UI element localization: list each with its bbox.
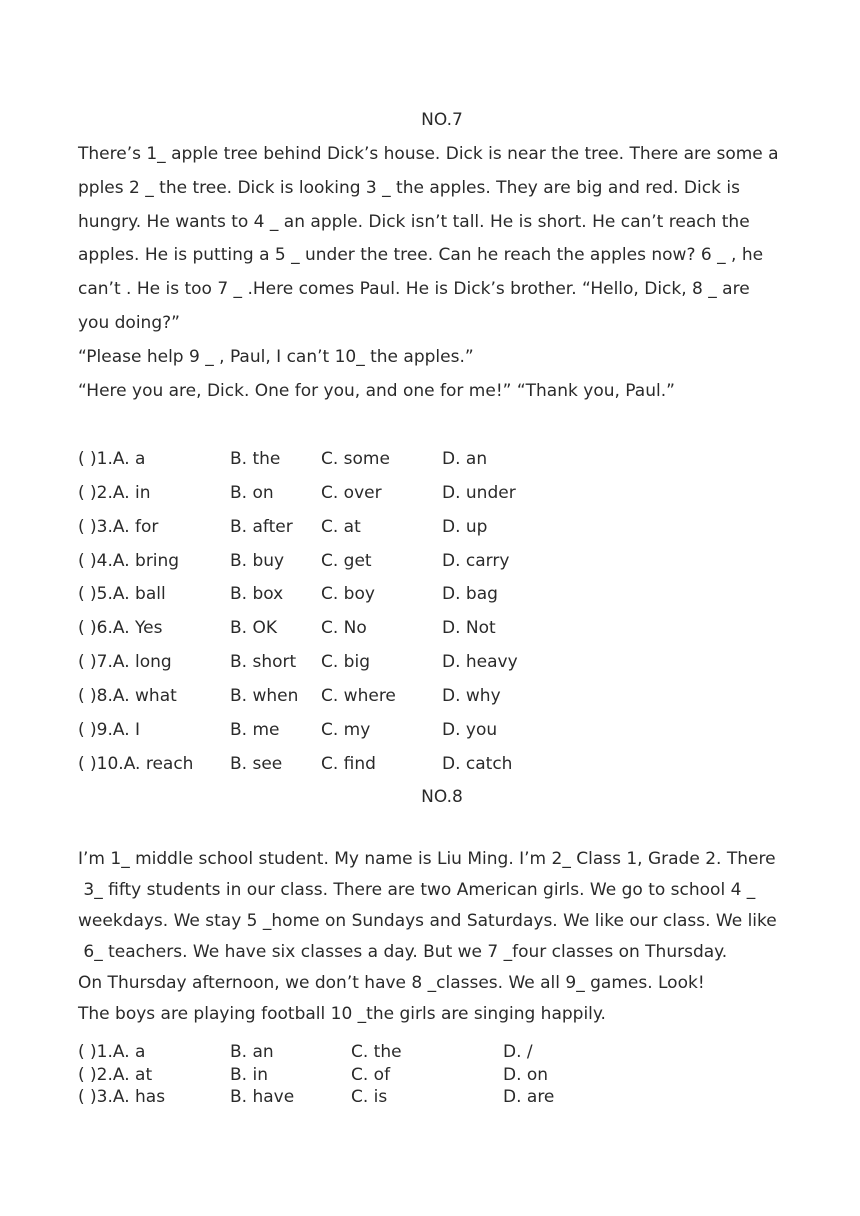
section-7-title: NO.7 [421,110,463,130]
option-c: C. over [321,483,382,503]
question-option-a: ( )1.A. a [78,1042,146,1062]
option-c: C. boy [321,584,375,604]
option-b: B. me [230,720,280,740]
option-d: D. on [503,1065,549,1085]
question-option-a: ( )5.A. ball [78,584,166,604]
question-option-a: ( )10.A. reach [78,754,194,774]
passage-line: On Thursday afternoon, we don’t have 8 _classes. We all 9_ games. Look! [78,973,705,993]
option-d: D. Not [442,618,496,638]
option-c: C. of [351,1065,391,1085]
passage-line: can’t . He is too 7 _ .Here comes Paul. He is Dick’s brother. “Hello, Dick, 8 _ are [78,279,750,300]
option-c: C. find [321,754,376,774]
option-b: B. an [230,1042,274,1062]
option-b: B. on [230,483,274,503]
option-b: B. see [230,754,283,774]
option-c: C. is [351,1087,388,1107]
passage-line: pples 2 _ the tree. Dick is looking 3 _ the apples. They are big and red. Dick is [78,177,740,198]
option-b: B. when [230,686,299,706]
passage-line: weekdays. We stay 5 _home on Sundays and Saturdays. We like our class. We like [78,911,777,931]
option-d: D. why [442,686,501,706]
option-d: D. bag [442,584,498,604]
question-option-a: ( )2.A. in [78,483,151,503]
option-c: C. some [321,449,390,469]
option-d: D. you [442,720,498,740]
passage-line: hungry. He wants to 4 _ an apple. Dick isn’t tall. He is short. He can’t reach the [78,211,750,232]
passage-line: The boys are playing football 10 _the girls are singing happily. [78,1004,606,1024]
option-b: B. after [230,517,293,537]
option-c: C. No [321,618,367,638]
passage-line: There’s 1_ apple tree behind Dick’s house. Dick is near the tree. There are some a [78,144,779,164]
question-option-a: ( )9.A. I [78,720,141,740]
question-option-a: ( )4.A. bring [78,551,180,571]
question-option-a: ( )2.A. at [78,1065,153,1085]
option-c: C. get [321,551,372,571]
option-d: D. under [442,483,516,503]
passage-line: I’m 1_ middle school student. My name is Liu Ming. I’m 2_ Class 1, Grade 2. There [78,849,776,869]
option-b: B. box [230,584,284,604]
option-c: C. where [321,686,396,706]
question-option-a: ( )6.A. Yes [78,618,163,638]
question-option-a: ( )3.A. for [78,517,159,537]
option-d: D. an [442,449,488,469]
section-8-passage [78,844,818,1030]
question-option-a: ( )1.A. a [78,449,146,469]
question-option-a: ( )7.A. long [78,652,172,672]
option-d: D. carry [442,551,510,571]
passage-line: “Here you are, Dick. One for you, and one for me!” “Thank you, Paul.” [78,380,675,401]
passage-line: you doing?” [78,312,180,333]
option-c: C. the [351,1042,402,1062]
question-option-a: ( )8.A. what [78,686,177,706]
passage-line: 6_ teachers. We have six classes a day. But we 7 _four classes on Thursday. [78,942,728,962]
section-7-passage [78,138,818,408]
option-c: C. my [321,720,371,740]
section-8-title: NO.8 [421,787,463,807]
option-d: D. catch [442,754,513,774]
option-d: D. heavy [442,652,518,672]
option-b: B. in [230,1065,268,1085]
option-b: B. the [230,449,281,469]
question-option-a: ( )3.A. has [78,1087,166,1107]
passage-line: 3_ fifty students in our class. There are two American girls. We go to school 4 _ [78,880,756,900]
option-d: D. are [503,1087,555,1107]
option-b: B. have [230,1087,295,1107]
option-b: B. buy [230,551,285,571]
passage-line: “Please help 9 _ , Paul, I can’t 10_ the apples.” [78,346,474,367]
option-b: B. short [230,652,297,672]
option-b: B. OK [230,618,277,638]
option-d: D. / [503,1042,533,1062]
option-d: D. up [442,517,488,537]
option-c: C. big [321,652,370,672]
passage-line: apples. He is putting a 5 _ under the tree. Can he reach the apples now? 6 _ , he [78,245,764,266]
option-c: C. at [321,517,361,537]
